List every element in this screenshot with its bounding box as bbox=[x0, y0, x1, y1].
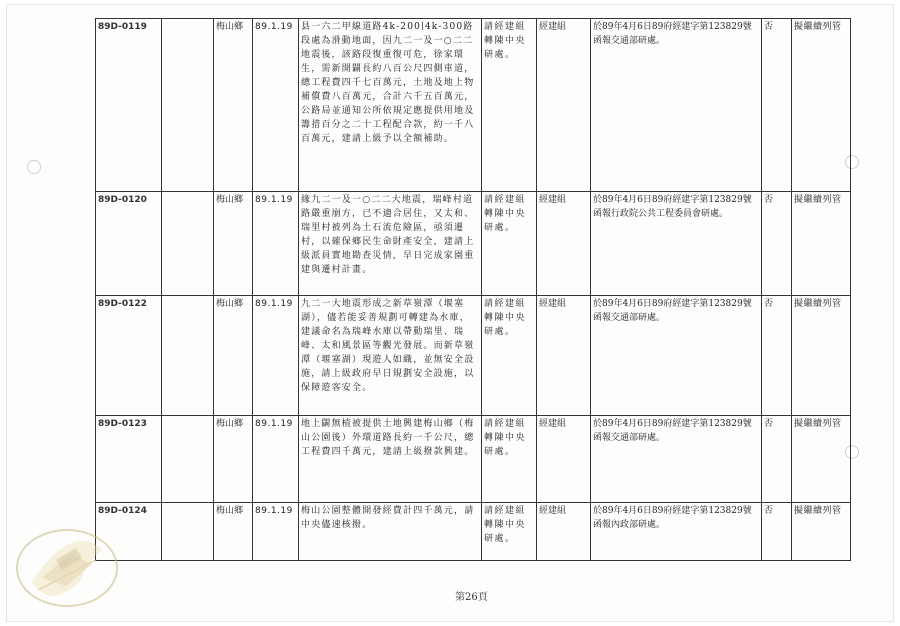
decision: 於89年4月6日89府經建字第123829號函報行政院公共工程委員會研處。 bbox=[591, 192, 762, 296]
responsible: 請經建組轉陳中央研處。 bbox=[482, 416, 537, 503]
township: 梅山鄉 bbox=[214, 192, 253, 296]
description: 九二一大地震形成之新草嶺潭（堰塞湖），儘若能妥善規劃可轉建為水庫，建議命名為瑞峰水庫以帶動瑞里、瑞峰、太和風景區等觀光發展。而新草嶺潭（堰塞湖）現遊人如織，並無安全設施，請上級政府早日規劃安全設施，以保障遊客安全。 bbox=[299, 296, 482, 416]
team: 經建組 bbox=[537, 503, 591, 561]
closed-flag: 否 bbox=[762, 192, 792, 296]
township: 梅山鄉 bbox=[214, 503, 253, 561]
township: 梅山鄉 bbox=[214, 296, 253, 416]
responsible: 請經建組轉陳中央研處。 bbox=[482, 296, 537, 416]
status: 擬繼續列管 bbox=[792, 19, 851, 192]
date: 89.1.19 bbox=[253, 192, 299, 296]
closed-flag: 否 bbox=[762, 503, 792, 561]
archive-logo-watermark bbox=[12, 520, 122, 610]
status: 擬繼續列管 bbox=[792, 416, 851, 503]
date: 89.1.19 bbox=[253, 296, 299, 416]
responsible: 請經建組轉陳中央研處。 bbox=[482, 19, 537, 192]
description: 地上闢無植被提供土地興建梅山鄉（梅山公園後）外環道路長約一千公尺，總工程費四千萬元，建請上級撥款興建。 bbox=[299, 416, 482, 503]
case-id: 89D-0123 bbox=[96, 416, 162, 503]
table-row bbox=[96, 192, 851, 296]
date: 89.1.19 bbox=[253, 503, 299, 561]
decision: 於89年4月6日89府經建字第123829號函報交通部研處。 bbox=[591, 296, 762, 416]
team: 經建組 bbox=[537, 192, 591, 296]
status: 擬繼續列管 bbox=[792, 296, 851, 416]
table-row bbox=[96, 296, 851, 416]
date: 89.1.19 bbox=[253, 416, 299, 503]
responsible: 請經建組轉陳中央研處。 bbox=[482, 503, 537, 561]
blank-cell bbox=[162, 503, 214, 561]
closed-flag: 否 bbox=[762, 19, 792, 192]
table-row bbox=[96, 19, 851, 192]
description: 緣九二一及一○二二大地震，瑞峰村道路嚴重崩方，已不適合居住，又太和、瑞里村被列為土石流危險區，亟須遷村，以確保鄉民生命財產安全，建請上級派員實地勘查災情，早日完成家園重建與遷村計畫。 bbox=[299, 192, 482, 296]
closed-flag: 否 bbox=[762, 296, 792, 416]
blank-cell bbox=[162, 296, 214, 416]
punch-hole-left bbox=[27, 160, 41, 174]
table-row bbox=[96, 416, 851, 503]
description: 县一六二甲線道路4k-200∣4k-300路段處為滑動地面，因九二一及一○二二地震後，該路段復重復可危，徐家環生，需新開闢長約八百公尺四側車道，總工程費四千七百萬元，土地及地上物補償費八百萬元，合計六千五百萬元，公路局並通知公所依規定應提供用地及籌措百分之二十工程配合款，約一千八百萬元，建請上級予以全額補助。 bbox=[299, 19, 482, 192]
team: 經建組 bbox=[537, 416, 591, 503]
case-id: 89D-0124 bbox=[96, 503, 162, 561]
team: 經建組 bbox=[537, 296, 591, 416]
decision: 於89年4月6日89府經建字第123829號函報交通部研處。 bbox=[591, 416, 762, 503]
closed-flag: 否 bbox=[762, 416, 792, 503]
blank-cell bbox=[162, 19, 214, 192]
township: 梅山鄉 bbox=[214, 19, 253, 192]
blank-cell bbox=[162, 416, 214, 503]
blank-cell bbox=[162, 192, 214, 296]
case-id: 89D-0122 bbox=[96, 296, 162, 416]
status: 擬繼續列管 bbox=[792, 192, 851, 296]
description: 梅山公園整體開發經費計四千萬元，請中央儘速核撥。 bbox=[299, 503, 482, 561]
decision: 於89年4月6日89府經建字第123829號函報內政部研處。 bbox=[591, 503, 762, 561]
township: 梅山鄉 bbox=[214, 416, 253, 503]
status: 擬繼續列管 bbox=[792, 503, 851, 561]
responsible: 請經建組轉陳中央研處。 bbox=[482, 192, 537, 296]
date: 89.1.19 bbox=[253, 19, 299, 192]
records-table bbox=[95, 18, 851, 561]
decision: 於89年4月6日89府經建字第123829號函報交通部研處。 bbox=[591, 19, 762, 192]
table-row bbox=[96, 503, 851, 561]
team: 經建組 bbox=[537, 19, 591, 192]
page-number: 第26頁 bbox=[455, 592, 488, 603]
case-id: 89D-0119 bbox=[96, 19, 162, 192]
case-id: 89D-0120 bbox=[96, 192, 162, 296]
